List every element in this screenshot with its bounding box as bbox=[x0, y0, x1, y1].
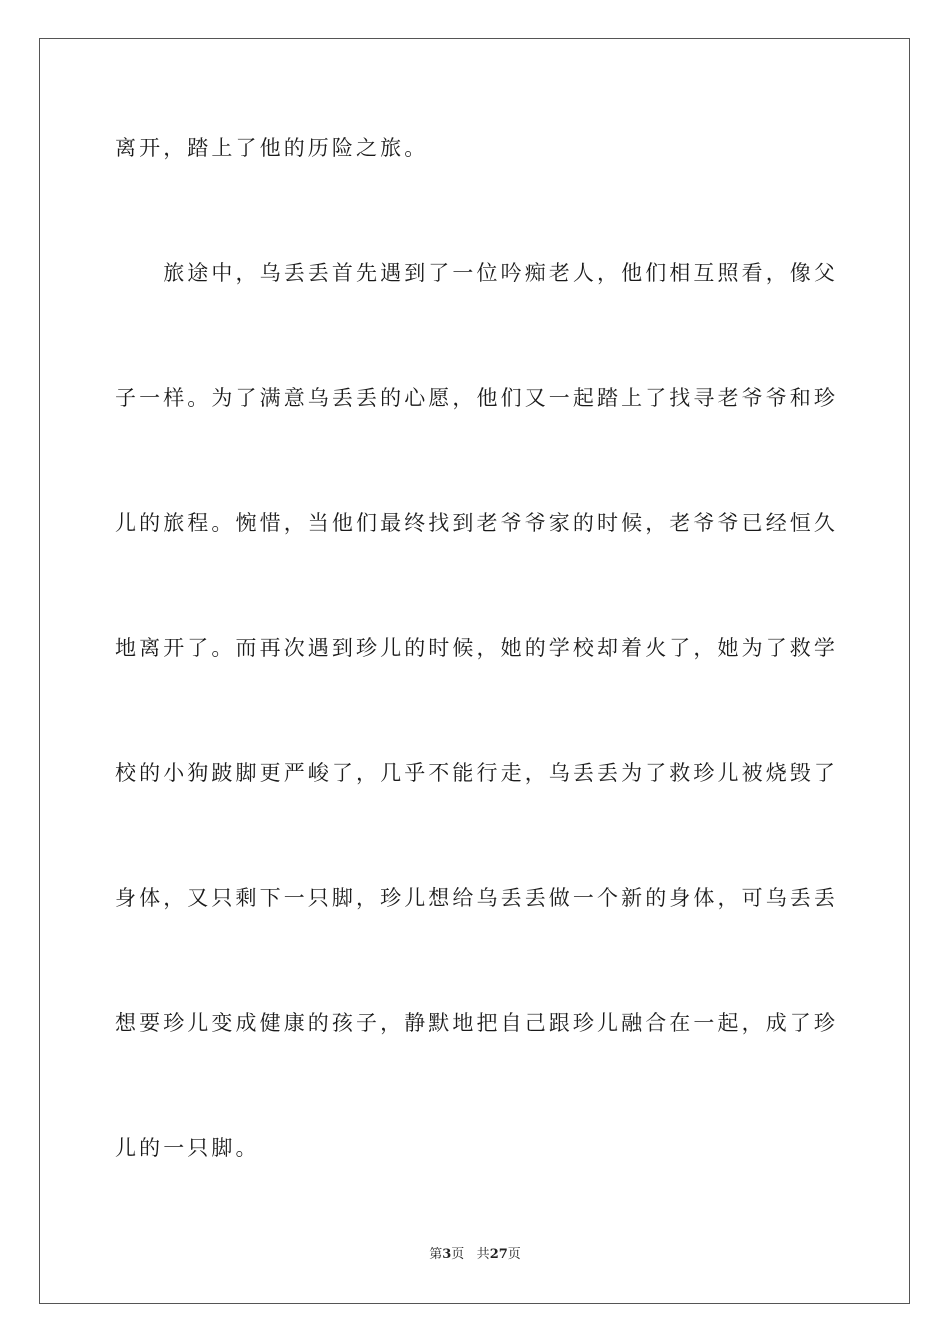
body-text-line-5: 地离开了。而再次遇到珍儿的时候，她的学校却着火了，她为了救学 bbox=[115, 636, 838, 660]
footer-total-suffix: 页 bbox=[507, 1247, 521, 1262]
page-footer bbox=[0, 1246, 950, 1264]
page-frame bbox=[39, 38, 910, 1304]
footer-total-prefix: 共 bbox=[476, 1247, 490, 1262]
body-text-line-2: 旅途中，乌丢丢首先遇到了一位吟痴老人，他们相互照看，像父 bbox=[115, 261, 838, 285]
body-text-line-7: 身体，又只剩下一只脚，珍儿想给乌丢丢做一个新的身体，可乌丢丢 bbox=[115, 886, 838, 910]
body-text-line-3: 子一样。为了满意乌丢丢的心愿，他们又一起踏上了找寻老爷爷和珍 bbox=[115, 386, 838, 410]
footer-total-pages: 27 bbox=[489, 1247, 508, 1262]
body-text-line-1: 离开，踏上了他的历险之旅。 bbox=[115, 136, 429, 160]
body-text-line-9: 儿的一只脚。 bbox=[115, 1136, 260, 1160]
footer-page-suffix: 页 bbox=[451, 1247, 465, 1262]
body-text-line-4: 儿的旅程。惋惜，当他们最终找到老爷爷家的时候，老爷爷已经恒久 bbox=[115, 511, 838, 535]
footer-page-prefix: 第 bbox=[429, 1247, 443, 1262]
body-text-line-6: 校的小狗跛脚更严峻了，几乎不能行走，乌丢丢为了救珍儿被烧毁了 bbox=[115, 761, 838, 785]
footer-page-number: 3 bbox=[442, 1247, 452, 1262]
body-text-line-8: 想要珍儿变成健康的孩子，静默地把自己跟珍儿融合在一起，成了珍 bbox=[115, 1011, 838, 1035]
